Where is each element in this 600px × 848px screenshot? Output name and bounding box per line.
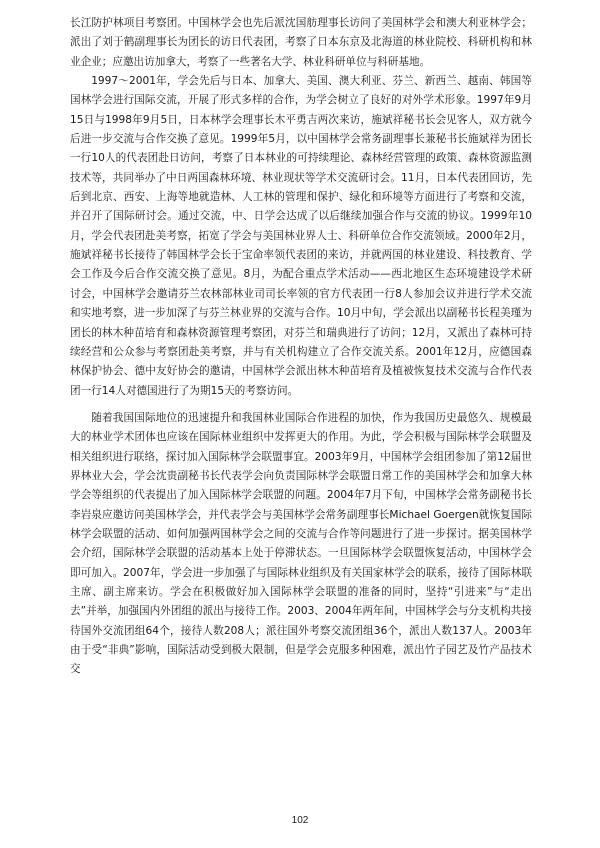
paragraph-continued: 长江防护林项目考察团。中国林学会也先后派沈国舫理事长访问了美国林学会和澳大利亚林学会；派出了刘于鹤副理事长为团长的访日代表团，考察了日本东京及北海道的林业院校、科研机构和林业企业；应邀出访加拿大，考察了一些著名大学、林业科研单位与科研基地。 [70,17,532,68]
paragraph-iufro-membership: 随着我国国际地位的迅速提升和我国林业国际合作进程的加快，作为我国历史最悠久、规模最大的林业学术团体也应该在国际林业组织中发挥更大的作用。为此，学会积极与国际林学会联盟及相关组织进行联络，探讨加入国际林学会联盟事宜。2003年9月，中国林学会组团参加了第12届世界林业大会，学会沈贵副秘书长代表学会向负责国际林学会联盟日常工作的美国林学会和加拿大林学会等组织的代表提出了加入国际林学会联盟的问题。2004年7月下旬，中国林学会常务副秘书长李岩泉应邀访问美国林学会，并代表学会与美国林学会常务副理事长Michael Goergen就恢复国际林学会联盟的活动、如何加强两国林学会之间的交流与合作等问题进行了进一步探讨。据美国林学会介绍，国际林学会联盟的活动基本上处于停滞状态。一旦国际林学会联盟恢复活动，中国林学会即可加入。2007年，学会进一步加强了与国际林业组织及有关国家林学会的联系，接待了国际林联主席、副主席来访。学会在积极做好加入国际林学会联盟的准备的同时，坚持“引进来”与“走出去”并举，加强国内外团组的派出与接待工作。2003、2004年两年间，中国林学会与分支机构共接待国外交流团组64个，接待人数208人；派往国外考察交流团组36个，派出人数137人。2003年由于受“非典”影响，国际活动受到极大限制，但是学会克服多种困难，派出竹子园艺及竹产品技术交 [70,411,532,676]
page-body [70,14,532,680]
page-number: 102 [291,815,309,826]
paragraph-exchanges-1997-2001: 1997～2001年，学会先后与日本、加拿大、美国、澳大利亚、芬兰、新西兰、越南、韩国等国林学会进行国际交流，开展了形式多样的合作，为学会树立了良好的对外学术形象。1997年9月15日与1998年9月5日，日本林学会理事长木平勇吉两次来访，施斌祥秘书长会见客人，双方就今后进一步交流与合作交换了意见。1999年5月，以中国林学会常务副理事长兼秘书长施斌祥为团长一行10人的代表团赴日访问，考察了日本林业的可持续理论、森林经营管理的政策、森林资源监测技术等，共同举办了中日两国森林环境、林业现状等学术交流研讨会。11月，日本代表团回访，先后到北京、西安、上海等地就造林、人工林的管理和保护、绿化和环境等方面进行了考察和交流，并召开了国际研讨会。通过交流，中、日学会达成了以后继续加强合作与交流的协议。1999年10月，学会代表团赴美考察，拓宽了学会与美国林业界人士、科研单位合作交流领域。2000年2月，施斌祥秘书长接待了韩国林学会长于宝命率领代表团的来访，并就两国的林业建设、科技教育、学会工作及今后合作交流交换了意见。8月，为配合重点学术活动——西北地区生态环境建设学术研讨会，中国林学会邀请芬兰农林部林业司司长率领的官方代表团一行8人参加会议并进行学术交流和实地考察，进一步加深了与芬兰林业界的交流与合作。10月中旬，学会派出以副秘书长程美瑾为团长的林木种苗培育和森林资源管理考察团，对芬兰和瑞典进行了访问；12月，又派出了森林可持续经营和公众参与考察团赴美考察，并与有关机构建立了合作交流关系。2001年12月，应德国森林保护协会、德中友好协会的邀请，中国林学会派出林木种苗培育及植被恢复技术交流与合作代表团一行14人对德国进行了为期15天的考察访问。 [70,75,532,397]
